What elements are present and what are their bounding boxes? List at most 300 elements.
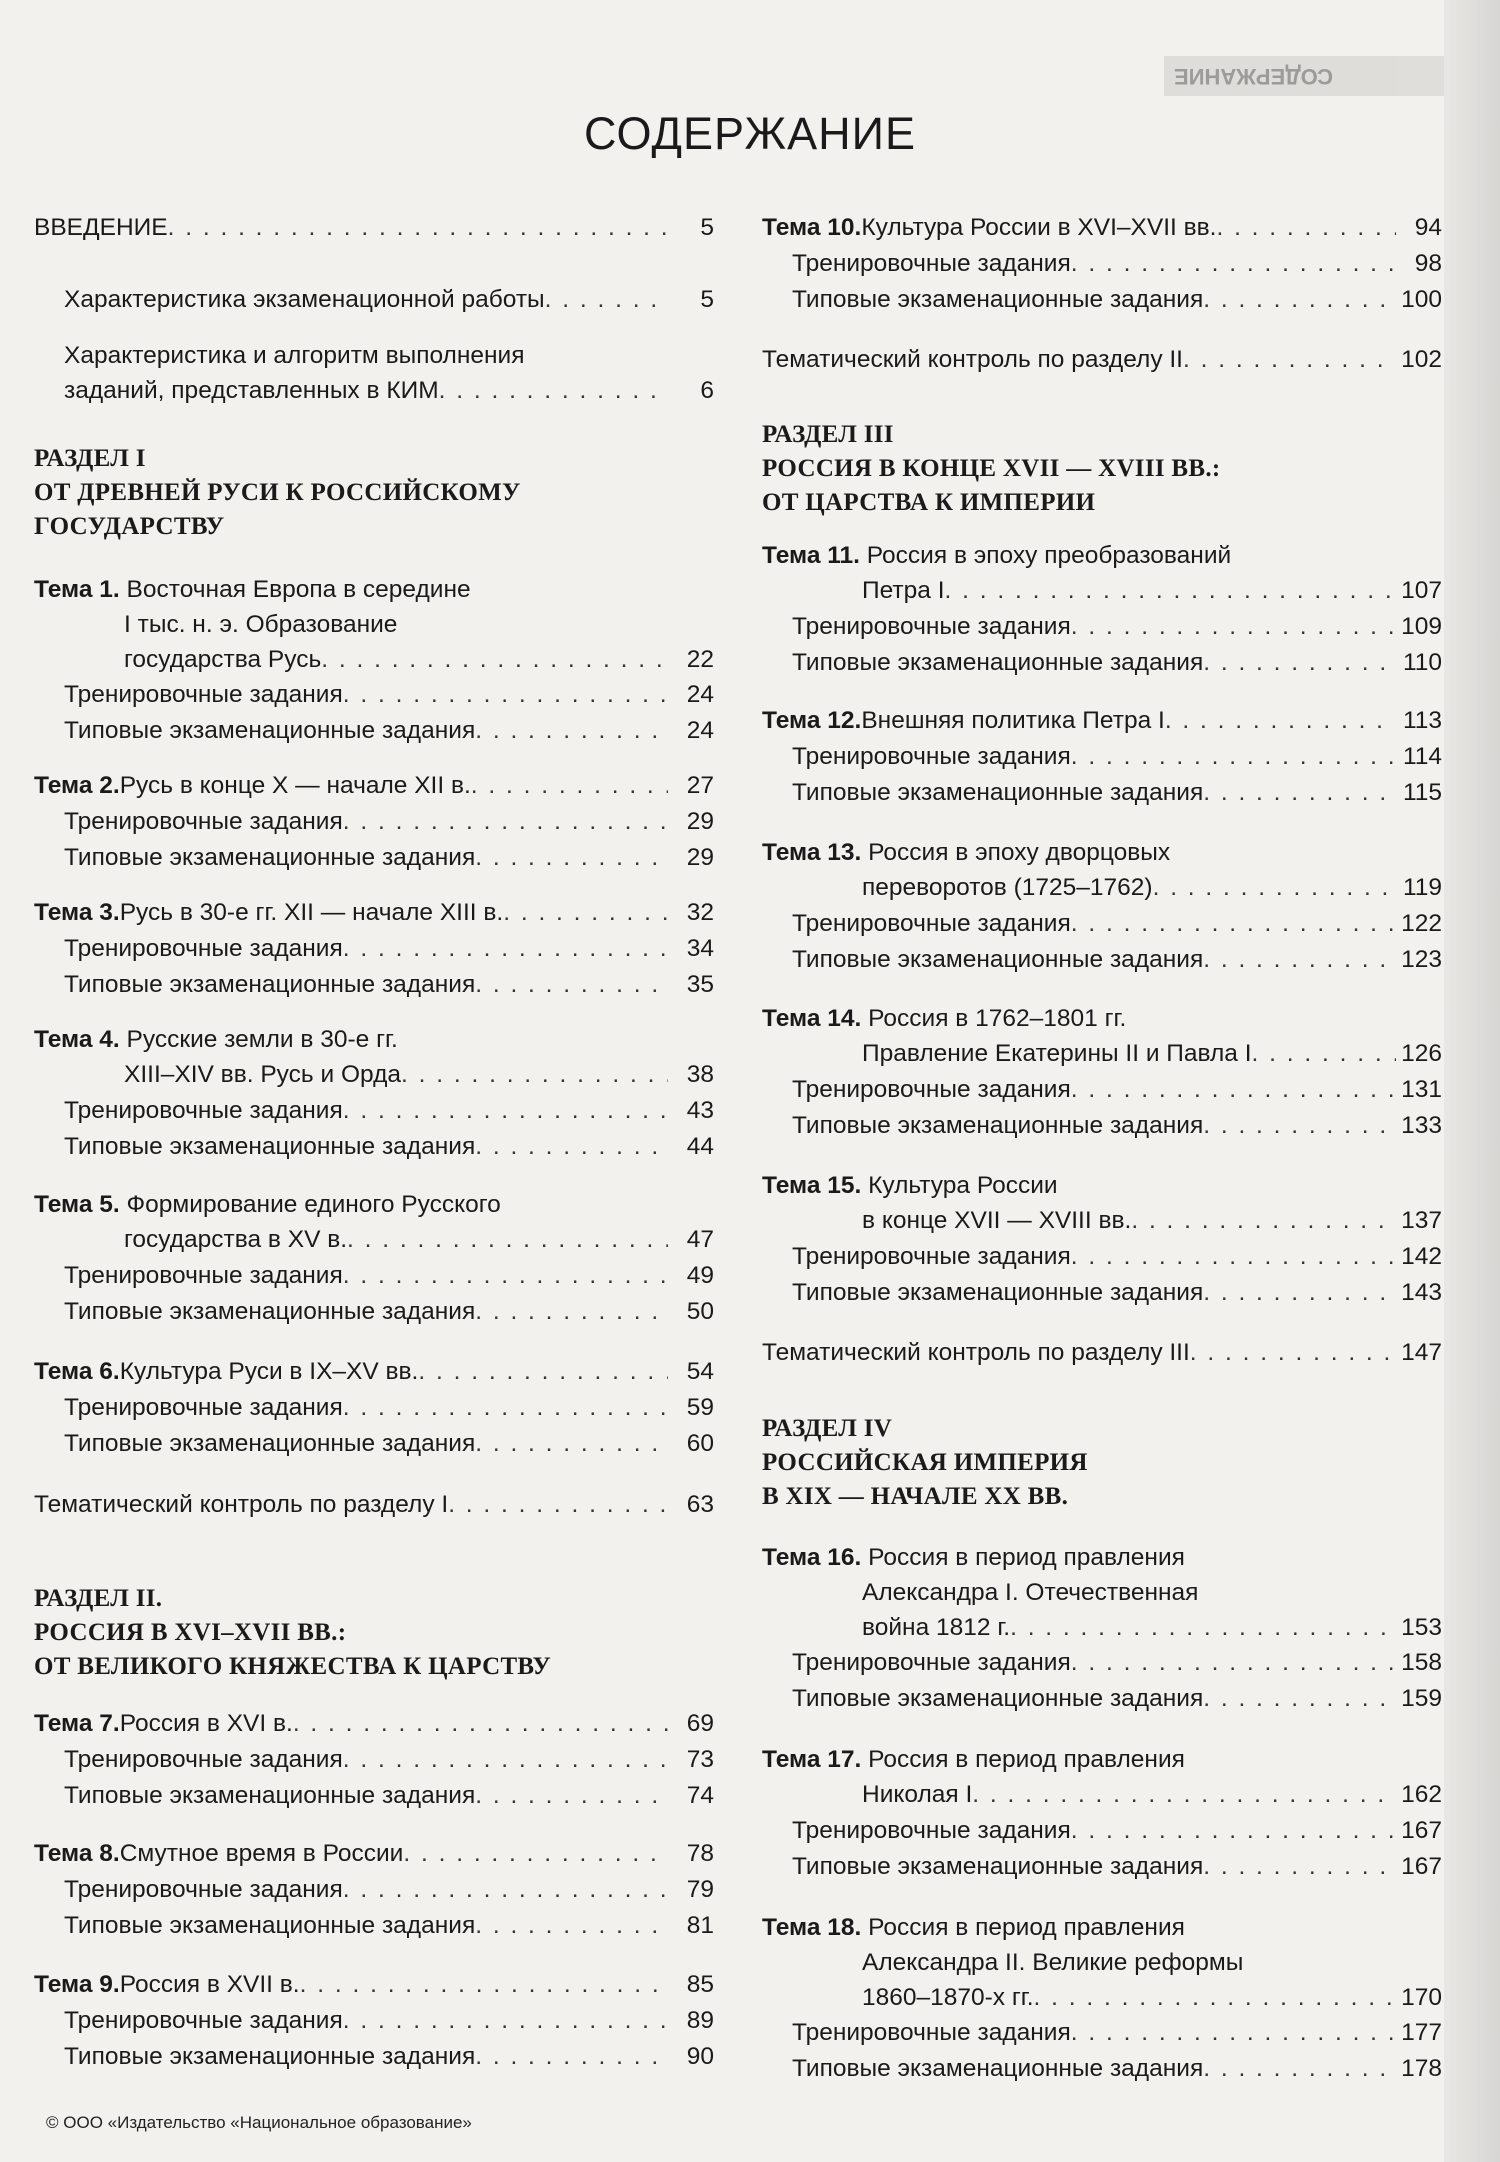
toc-entry-title: Тренировочные задания [792, 1649, 1071, 1676]
dot-leader [503, 895, 668, 930]
toc-entry[interactable] [34, 1093, 714, 1128]
toc-entry[interactable] [34, 967, 714, 1002]
toc-entry-title: Тренировочные задания [64, 2007, 343, 2034]
toc-entry-title: Петра I [862, 577, 945, 604]
toc-entry-title: Типовые экзаменационные задания [64, 844, 476, 871]
page-number: 89 [686, 2007, 714, 2034]
toc-entry[interactable] [34, 931, 714, 966]
toc-entry-title: Тренировочные задания [792, 910, 1071, 937]
dot-leader [403, 1836, 668, 1871]
toc-entry-title: Внешняя политика Петра I [861, 707, 1165, 734]
page-number: 63 [686, 1491, 714, 1518]
page-number: 110 [1402, 649, 1442, 676]
toc-line [762, 246, 1442, 281]
toc-entry-title: Тренировочные задания [792, 743, 1071, 770]
toc-line [762, 1239, 1442, 1274]
section-heading-line: РАЗДЕЛ II. [34, 1585, 163, 1612]
toc-theme-entry[interactable] [762, 538, 1442, 608]
toc-entry[interactable] [34, 338, 714, 408]
toc-line [34, 1778, 714, 1813]
page-number: 109 [1401, 613, 1442, 640]
page-number: 107 [1401, 577, 1442, 604]
page-number: 81 [686, 1912, 714, 1939]
toc-theme-entry[interactable] [34, 1706, 714, 1741]
toc-theme-entry[interactable] [34, 1354, 714, 1389]
toc-line [34, 1294, 714, 1329]
toc-entry[interactable] [762, 942, 1442, 977]
page-number: 32 [686, 899, 714, 926]
toc-entry[interactable] [34, 1258, 714, 1293]
dot-leader [343, 1093, 668, 1128]
toc-theme-entry[interactable] [762, 1742, 1442, 1812]
theme-number-label: Тема 7. [34, 1710, 120, 1737]
toc-theme-entry[interactable] [762, 1001, 1442, 1071]
page-number: 143 [1401, 1279, 1442, 1306]
dot-leader [293, 1706, 668, 1741]
toc-entry-title: война 1812 г. [862, 1614, 1011, 1641]
page-number: 34 [686, 935, 714, 962]
toc-line [34, 713, 714, 748]
toc-entry[interactable] [34, 1908, 714, 1943]
toc-line [34, 1487, 714, 1522]
dot-leader [1252, 1036, 1396, 1071]
section-heading [762, 1412, 1442, 1514]
dot-leader [1010, 1610, 1396, 1645]
page-title: СОДЕРЖАНИЕ [584, 108, 916, 159]
page-number: 78 [686, 1840, 714, 1867]
toc-entry-title: Правление Екатерины II и Павла I [862, 1040, 1252, 1067]
toc-line [762, 835, 1442, 870]
toc-entry-title: Тренировочные задания [64, 1394, 343, 1421]
toc-entry-title: Типовые экзаменационные задания [64, 1133, 476, 1160]
toc-entry-title: Характеристика и алгоритм выполнения [64, 342, 525, 369]
toc-entry-title: Культура Руси в IX–XV вв. [119, 1358, 419, 1385]
theme-number-label: Тема 3. [34, 899, 120, 926]
page-number: 35 [686, 971, 714, 998]
theme-number-label: Тема 11. [762, 542, 867, 569]
toc-entry[interactable] [762, 1813, 1442, 1848]
toc-entry-title: Александра I. Отечественная [862, 1579, 1199, 1606]
page-number: 24 [686, 681, 714, 708]
dot-leader [300, 1967, 668, 2002]
page-number: 133 [1401, 1112, 1442, 1139]
toc-line [34, 967, 714, 1002]
toc-entry-title: Типовые экзаменационные задания [792, 649, 1204, 676]
page-number: 126 [1401, 1040, 1442, 1067]
toc-line [762, 645, 1442, 680]
toc-entry[interactable] [762, 906, 1442, 941]
dot-leader [1203, 1681, 1396, 1716]
section-heading-line: РОССИЯ В XVI–XVII ВВ.: [34, 1619, 347, 1646]
toc-line [762, 1645, 1442, 1680]
dot-leader [475, 1908, 668, 1943]
toc-entry[interactable] [762, 1239, 1442, 1274]
dot-leader [448, 1487, 668, 1522]
toc-line [762, 1575, 1442, 1610]
toc-line [762, 1777, 1442, 1812]
toc-line [762, 342, 1442, 377]
toc-line [34, 1093, 714, 1128]
toc-line [762, 1910, 1442, 1945]
page-number: 24 [686, 717, 714, 744]
toc-entry-title: Тематический контроль по разделу III [762, 1339, 1190, 1366]
dot-leader [1071, 246, 1396, 281]
toc-entry[interactable] [762, 645, 1442, 680]
toc-line [34, 768, 714, 803]
dot-leader [1203, 775, 1396, 810]
toc-line [34, 2039, 714, 2074]
toc-line [34, 931, 714, 966]
dot-leader [343, 931, 668, 966]
dot-leader [1203, 1108, 1396, 1143]
theme-number-label: Тема 15. [762, 1172, 869, 1199]
page-number: 69 [686, 1710, 714, 1737]
dot-leader [471, 768, 668, 803]
toc-entry-title: Типовые экзаменационные задания [792, 1685, 1204, 1712]
toc-entry[interactable] [34, 1390, 714, 1425]
page-number: 170 [1401, 1984, 1442, 2011]
page-number: 131 [1401, 1076, 1442, 1103]
toc-entry[interactable] [34, 1426, 714, 1461]
toc-entry-title: Тренировочные задания [64, 681, 343, 708]
theme-number-label: Тема 14. [762, 1005, 869, 1032]
page-number: 115 [1402, 779, 1442, 806]
toc-line [762, 1108, 1442, 1143]
dot-leader [1203, 1849, 1396, 1884]
dot-leader [343, 1742, 668, 1777]
theme-number-label: Тема 12. [762, 707, 862, 734]
toc-line [34, 373, 714, 408]
toc-line [762, 1335, 1442, 1370]
page-number: 47 [686, 1226, 714, 1253]
theme-number-label: Тема 4. [34, 1026, 127, 1053]
toc-line [34, 210, 714, 245]
dot-leader [343, 677, 668, 712]
dot-leader [1153, 870, 1396, 905]
toc-entry[interactable] [34, 713, 714, 748]
page-number: 94 [1414, 214, 1442, 241]
toc-entry[interactable] [762, 1849, 1442, 1884]
dot-leader [343, 2003, 668, 2038]
toc-theme-entry[interactable] [34, 1187, 714, 1257]
section-heading-line: РАЗДЕЛ IV [762, 1415, 893, 1442]
toc-line [762, 2051, 1442, 2086]
toc-entry-title: Тематический контроль по разделу I [34, 1491, 449, 1518]
dot-leader [401, 1057, 668, 1092]
toc-line [34, 895, 714, 930]
toc-theme-entry[interactable] [762, 210, 1442, 245]
toc-line [762, 1742, 1442, 1777]
page-number: 162 [1401, 1781, 1442, 1808]
dot-leader [1034, 1980, 1396, 2015]
toc-theme-entry[interactable] [34, 768, 714, 803]
dot-leader [1203, 942, 1396, 977]
page-number: 102 [1401, 346, 1442, 373]
toc-entry[interactable] [34, 1294, 714, 1329]
page-number: 6 [700, 377, 714, 404]
dot-leader [1183, 342, 1396, 377]
toc-line [762, 870, 1442, 905]
toc-line [762, 210, 1442, 245]
dot-leader [343, 1258, 668, 1293]
toc-entry[interactable] [762, 609, 1442, 644]
page-number: 98 [1414, 250, 1442, 277]
theme-number-label: Тема 5. [34, 1191, 127, 1218]
toc-line [762, 1072, 1442, 1107]
toc-entry[interactable] [34, 1778, 714, 1813]
toc-entry-title: Тренировочные задания [64, 935, 343, 962]
page-number: 123 [1401, 946, 1442, 973]
section-heading-line: ОТ ДРЕВНЕЙ РУСИ К РОССИЙСКОМУ [34, 479, 521, 506]
toc-line [34, 1836, 714, 1871]
section-heading [34, 1582, 714, 1684]
page-number: 90 [686, 2043, 714, 2070]
toc-theme-entry[interactable] [34, 1967, 714, 2002]
toc-entry-title: Николая I [862, 1781, 973, 1808]
page-number: 49 [686, 1262, 714, 1289]
toc-line [762, 1203, 1442, 1238]
dot-leader [439, 373, 668, 408]
toc-entry-title: Типовые экзаменационные задания [64, 1298, 476, 1325]
dot-leader [1131, 1203, 1396, 1238]
toc-line [34, 804, 714, 839]
toc-line [762, 573, 1442, 608]
toc-entry-title: Тренировочные задания [64, 808, 343, 835]
toc-entry[interactable] [762, 246, 1442, 281]
toc-entry-title: Россия в 1762–1801 гг. [868, 1005, 1127, 1032]
page-number: 50 [686, 1298, 714, 1325]
page-number: 43 [686, 1097, 714, 1124]
theme-number-label: Тема 2. [34, 772, 120, 799]
theme-number-label: Тема 1. [34, 576, 127, 603]
dot-leader [1203, 2051, 1396, 2086]
toc-entry[interactable] [762, 1108, 1442, 1143]
toc-entry[interactable] [34, 1872, 714, 1907]
toc-line [34, 677, 714, 712]
page-number: 167 [1401, 1817, 1442, 1844]
toc-entry-title: Россия в XVI в. [119, 1710, 293, 1737]
page-number: 159 [1401, 1685, 1442, 1712]
toc-entry-title: Россия в эпоху дворцовых [868, 839, 1171, 866]
toc-line [34, 1967, 714, 2002]
toc-entry[interactable] [762, 2015, 1442, 2050]
page-number: 44 [686, 1133, 714, 1160]
section-heading [762, 418, 1442, 520]
toc-entry-title: Россия в период правления [868, 1914, 1185, 1941]
dot-leader [168, 210, 668, 245]
page-number: 85 [686, 1971, 714, 1998]
toc-line [34, 1187, 714, 1222]
page-number: 147 [1401, 1339, 1442, 1366]
toc-line [34, 1872, 714, 1907]
toc-entry-title: Тренировочные задания [792, 613, 1071, 640]
toc-entry-title: Тренировочные задания [792, 1817, 1071, 1844]
page-number: 27 [686, 772, 714, 799]
toc-theme-entry[interactable] [34, 1022, 714, 1092]
toc-line [762, 1945, 1442, 1980]
theme-number-label: Тема 18. [762, 1914, 869, 1941]
dot-leader [321, 642, 668, 677]
section-heading-line: В XIX — НАЧАЛЕ XX ВВ. [762, 1483, 1069, 1510]
dot-leader [1203, 645, 1396, 680]
page-number: 158 [1401, 1649, 1442, 1676]
toc-entry-title: Тематический контроль по разделу II [762, 346, 1183, 373]
toc-entry-title: Россия в эпоху преобразований [866, 542, 1232, 569]
dot-leader [1190, 1335, 1396, 1370]
toc-entry[interactable] [762, 739, 1442, 774]
toc-theme-entry[interactable] [34, 1836, 714, 1871]
toc-entry-title: Тренировочные задания [64, 1876, 343, 1903]
toc-entry-title: Типовые экзаменационные задания [64, 2043, 476, 2070]
section-heading-line: ГОСУДАРСТВУ [34, 513, 225, 540]
toc-theme-entry[interactable] [34, 572, 714, 677]
page-number: 22 [686, 646, 714, 673]
toc-line [762, 1001, 1442, 1036]
toc-entry-title: Типовые экзаменационные задания [64, 971, 476, 998]
copyright-footer: © ООО «Издательство «Национальное образование» [46, 2113, 472, 2132]
toc-entry-title: Типовые экзаменационные задания [792, 779, 1204, 806]
toc-line [34, 1129, 714, 1164]
toc-entry[interactable] [762, 775, 1442, 810]
theme-number-label: Тема 6. [34, 1358, 120, 1385]
toc-entry-title: в конце XVII — XVIII вв. [862, 1207, 1132, 1234]
theme-number-label: Тема 16. [762, 1544, 869, 1571]
toc-theme-entry[interactable] [34, 895, 714, 930]
page-edge-shadow [1444, 0, 1500, 2162]
dot-leader [475, 713, 668, 748]
dot-leader [1165, 703, 1396, 738]
page-number: 79 [686, 1876, 714, 1903]
toc-entry[interactable] [34, 677, 714, 712]
dot-leader [343, 1872, 668, 1907]
toc-entry[interactable] [34, 1742, 714, 1777]
toc-entry[interactable] [34, 804, 714, 839]
toc-entry[interactable] [34, 210, 714, 245]
dot-leader [1071, 1072, 1396, 1107]
page-number: 5 [700, 214, 714, 241]
toc-entry[interactable] [34, 2003, 714, 2038]
toc-line [34, 1022, 714, 1057]
toc-entry-title: Тренировочные задания [64, 1746, 343, 1773]
toc-entry[interactable] [34, 840, 714, 875]
toc-entry-title: Тренировочные задания [792, 1076, 1071, 1103]
toc-entry[interactable] [34, 1129, 714, 1164]
toc-entry-title: Типовые экзаменационные задания [64, 1912, 476, 1939]
dot-leader [1071, 906, 1396, 941]
toc-entry-title: Типовые экзаменационные задания [792, 1279, 1204, 1306]
toc-entry-title: Типовые экзаменационные задания [64, 717, 476, 744]
toc-entry[interactable] [34, 282, 714, 317]
toc-line [34, 1222, 714, 1257]
page-number: 29 [686, 808, 714, 835]
toc-line [34, 2003, 714, 2038]
toc-entry[interactable] [762, 1072, 1442, 1107]
toc-line [34, 338, 714, 373]
toc-line [762, 1610, 1442, 1645]
toc-line [762, 1275, 1442, 1310]
toc-line [762, 1813, 1442, 1848]
dot-leader [1216, 210, 1396, 245]
dot-leader [972, 1777, 1396, 1812]
dot-leader [1071, 739, 1396, 774]
page-number: 178 [1401, 2055, 1442, 2082]
toc-theme-entry[interactable] [762, 835, 1442, 905]
toc-entry[interactable] [762, 2051, 1442, 2086]
dot-leader [418, 1354, 668, 1389]
toc-entry-title: Восточная Европа в середине [126, 576, 471, 603]
section-heading-line: РОССИЙСКАЯ ИМПЕРИЯ [762, 1449, 1088, 1476]
theme-number-label: Тема 17. [762, 1746, 869, 1773]
dot-leader [475, 840, 668, 875]
section-heading-line: РАЗДЕЛ III [762, 421, 894, 448]
toc-line [34, 1390, 714, 1425]
toc-line [34, 840, 714, 875]
toc-entry-title: Культура России в XVI–XVII вв. [861, 214, 1217, 241]
toc-entry[interactable] [762, 1275, 1442, 1310]
toc-entry-title: Характеристика экзаменационной работы [64, 286, 545, 313]
toc-theme-entry[interactable] [762, 1540, 1442, 1645]
section-heading-line: ОТ ЦАРСТВА К ИМПЕРИИ [762, 489, 1096, 516]
page-number: 73 [686, 1746, 714, 1773]
toc-line [34, 607, 714, 642]
dot-leader [475, 1129, 668, 1164]
toc-entry-title: переворотов (1725–1762) [862, 874, 1153, 901]
section-heading-line: РАЗДЕЛ I [34, 445, 146, 472]
toc-entry-title: Формирование единого Русского [126, 1191, 501, 1218]
toc-entry[interactable] [34, 1487, 714, 1522]
toc-entry-title: Русь в 30-е гг. XII — начале XIII в. [119, 899, 504, 926]
toc-theme-entry[interactable] [762, 1168, 1442, 1238]
toc-entry-title: Россия в период правления [868, 1746, 1185, 1773]
page-number: 38 [686, 1061, 714, 1088]
toc-line [34, 1908, 714, 1943]
toc-entry[interactable] [762, 342, 1442, 377]
toc-line [762, 1980, 1442, 2015]
toc-entry-title: Культура России [868, 1172, 1058, 1199]
toc-entry[interactable] [762, 1335, 1442, 1370]
page-number: 113 [1402, 707, 1442, 734]
toc-line [34, 572, 714, 607]
running-head: СОДЕРЖАНИЕ [1164, 56, 1444, 96]
toc-line [762, 703, 1442, 738]
toc-theme-entry[interactable] [762, 703, 1442, 738]
toc-entry-title: Русские земли в 30-е гг. [126, 1026, 398, 1053]
toc-entry-title: заданий, представленных в КИМ [64, 377, 439, 404]
toc-entry[interactable] [34, 2039, 714, 2074]
page-number: 177 [1401, 2019, 1442, 2046]
page-number: 60 [686, 1430, 714, 1457]
section-heading-line: ОТ ВЕЛИКОГО КНЯЖЕСТВА К ЦАРСТВУ [34, 1653, 552, 1680]
toc-entry[interactable] [762, 282, 1442, 317]
dot-leader [475, 1778, 668, 1813]
toc-entry[interactable] [762, 1681, 1442, 1716]
toc-line [762, 739, 1442, 774]
toc-theme-entry[interactable] [762, 1910, 1442, 2015]
toc-line [762, 1168, 1442, 1203]
page-number: 137 [1401, 1207, 1442, 1234]
dot-leader [1071, 1239, 1396, 1274]
section-heading-line: РОССИЯ В КОНЦЕ XVII — XVIII ВВ.: [762, 455, 1221, 482]
toc-entry[interactable] [762, 1645, 1442, 1680]
dot-leader [475, 1294, 668, 1329]
toc-line [762, 1681, 1442, 1716]
toc-entry-title: Александра II. Великие реформы [862, 1949, 1244, 1976]
toc-line [34, 1742, 714, 1777]
page-number: 142 [1401, 1243, 1442, 1270]
toc-line [34, 1057, 714, 1092]
toc-entry-title: Тренировочные задания [792, 250, 1071, 277]
toc-entry-title: Тренировочные задания [792, 1243, 1071, 1270]
